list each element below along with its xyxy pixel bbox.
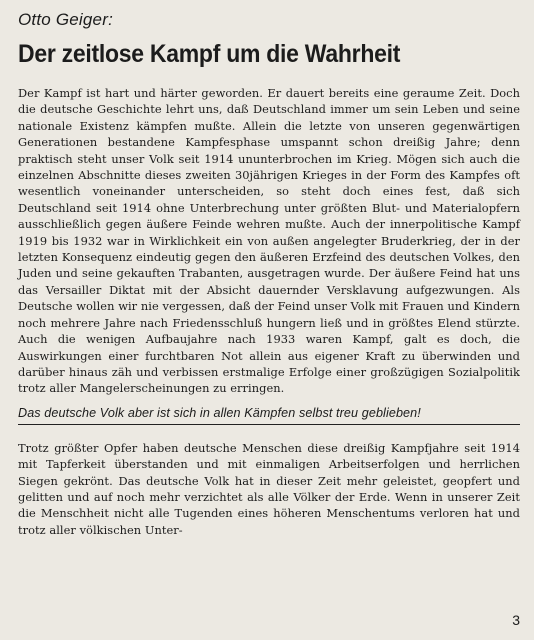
author-name: Otto Geiger: <box>18 10 113 29</box>
body-paragraph-1: Der Kampf ist hart und härter geworden. Er dauert bereits eine geraume Zeit. Doch die deutsche Geschichte lehrt uns, daß Deutschland immer um sein Leben und seine nationale Existenz kämpfen mußte. Allein die letzte von unseren gegenwärtigen Generationen bestandene Kampfesphase umspannt schon dreißig Jahre; denn praktisch steht unser Volk seit 1914 ununterbrochen im Krieg. Mögen sich auch die einzelnen Abschnitte dieses zweiten 30jährigen Krieges in der Form des Kampfes oft wesentlich voneinander unterscheiden, so steht doch eines fest, daß sich Deutschland seit 1914 ohne Unterbrechung unter größten Blut- und Materialopfern ausschließlich gegen äußere Feinde wehren mußte. Auch der innerpolitische Kampf 1919 bis 1932 war in Wirklichkeit ein von außen angelegter Bruderkrieg, der in der letzten Konsequenz eindeutig gegen den äußeren Erzfeind des deutschen Volkes, den Juden und seine gekauften Trabanten, ausgetragen wurde. Der äußere Feind hat uns das Versailler Diktat mit der Absicht dauernder Versklavung aufgezwungen. Als Deutsche wollen wir nie vergessen, daß der Feind unser Volk mit Frauen und Kindern noch mehrere Jahre nach Friedensschluß hungern ließ und in größtes Elend stürzte. Auch die wenigen Aufbaujahre nach 1933 waren Kampf, galt es doch, die Auswirkungen einer furchtbaren Not allein aus eigener Kraft zu überwinden und darüber hinaus zäh und verbissen erstmalige Erfolge einer großzügigen Sozialpolitik trotz aller Mangelerscheinungen zu erringen. <box>18 86 520 396</box>
article-title: Der zeitlose Kampf um die Wahrheit <box>18 40 401 68</box>
motto-line: Das deutsche Volk aber ist sich in allen Kämpfen selbst treu geblieben! <box>18 406 520 425</box>
body-paragraph-2: Trotz größter Opfer haben deutsche Menschen diese dreißig Kampfjahre seit 1914 mit Tapferkeit überstanden und mit einmaligen Arbeitserfolgen und herrlichen Siegen gekrönt. Das deutsche Volk hat in dieser Zeit mehr geleistet, geopfert und gelitten und auf noch mehr verzichtet als alle Völker der Erde. Wenn in unserer Zeit die Menschheit nicht alle Tugenden eines höheren Menschentums verloren hat und trotz aller völkischen Unter- <box>18 440 520 537</box>
page-number: 3 <box>512 612 520 628</box>
